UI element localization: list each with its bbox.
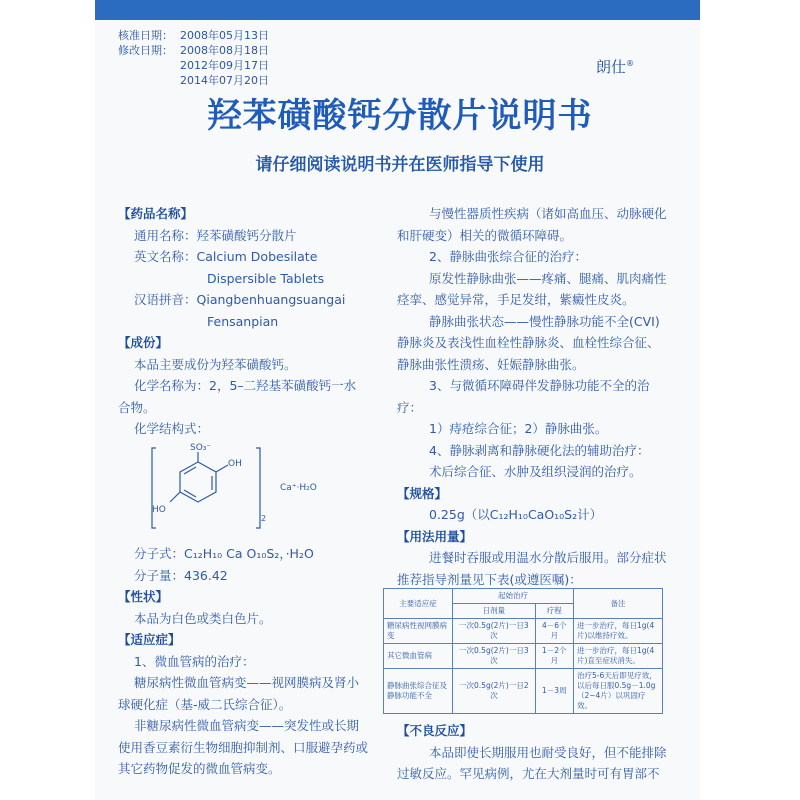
indication-line: 1、微血管病的治疗： <box>134 653 255 669</box>
subscript-2: 2 <box>261 514 267 523</box>
indication-line: 原发性静脉曲张——疼痛、腿痛、肌肉痛性 <box>429 270 667 286</box>
cell-note: 进一步治疗，每日1g(4片)以维持疗效。 <box>574 619 663 644</box>
revision-date-row <box>118 73 269 88</box>
structure-label: 化学结构式： <box>134 421 210 436</box>
date-label: 修改日期： <box>118 44 173 57</box>
generic-name: 通用名称：羟苯磺酸钙分散片 <box>134 227 297 243</box>
ingredients-text: 本品主要成份为羟苯磺酸钙。 <box>134 356 297 372</box>
indication-line: 静脉炎及表浅性血栓性静脉炎、血栓性综合征、 <box>397 335 660 350</box>
cell-indication: 糖尿病性视网膜病变 <box>384 619 453 644</box>
indication-line: 静脉曲张状态——慢性静脉功能不全(CVI) <box>429 313 660 329</box>
section-heading-specification: 【规格】 <box>397 485 448 501</box>
pinyin-label: 汉语拼音： <box>134 292 197 307</box>
right-column-lower <box>397 720 672 785</box>
adverse-text: 过敏反应。罕见病例，尤在大剂量时可有胃部不 <box>397 766 660 781</box>
english-name-row <box>118 246 380 268</box>
molecular-formula: 分子式：C₁₂H₁₀ Ca O₁₀S₂，·H₂O <box>134 546 314 561</box>
cell-course: 1－2个月 <box>535 644 573 669</box>
indication-line: 其它药物促发的微血管病变。 <box>118 761 281 776</box>
indication-line: 静脉曲张性溃疡、妊娠静脉曲张。 <box>397 356 585 372</box>
header-bar <box>95 0 700 20</box>
usage-text: 推荐指导剂量见下表(或遵医嘱)： <box>397 571 582 587</box>
section-heading-drug-name: 【药品名称】 <box>118 206 194 221</box>
cell-indication: 静脉曲张综合征及静脉功能不全 <box>384 669 453 714</box>
indication-line: 1）痔疮综合征；2）静脉曲张。 <box>429 421 608 436</box>
indication-line: 糖尿病性微血管病变——视网膜病及肾小 <box>134 675 360 690</box>
specification-text: 0.25g（以C₁₂H₁₀CaO₁₀S₂计） <box>429 507 603 522</box>
oh-label: OH <box>228 459 242 469</box>
header-initial-treatment: 起始治疗 <box>453 589 574 604</box>
usage-text: 进餐时吞服或用温水分散后服用。部分症状 <box>429 550 667 565</box>
english-name-label: 英文名称： <box>134 249 197 264</box>
pinyin-line: Qiangbenhuangsuangai <box>196 292 346 307</box>
indication-line: 痉挛、感觉异常，手足发绀，紫癜性皮炎。 <box>397 292 635 307</box>
cell-course: 4－6个月 <box>535 619 573 644</box>
pinyin-row <box>118 289 380 311</box>
so3-label: SO₃⁻ <box>190 443 212 453</box>
indication-line: 疗： <box>397 399 423 415</box>
indication-line: 非糖尿病性微血管病变——突发性或长期 <box>134 718 360 733</box>
indication-line: 4、静脉剥离和静脉硬化法的辅助治疗： <box>429 442 650 458</box>
indication-line: 和肝硬变）相关的微循环障碍。 <box>397 227 573 243</box>
cell-note: 进一步治疗，每日1g(4片)直至症状消失。 <box>574 644 663 669</box>
chemical-name: 化学名称为：2，5–二羟基苯磺酸钙一水 <box>134 378 357 393</box>
english-name-line-2: Dispersible Tablets <box>207 270 325 286</box>
bracket-left <box>152 448 156 528</box>
chemical-name-cont: 合物。 <box>118 399 156 415</box>
cell-course: 1－3周 <box>535 669 573 714</box>
cell-dose: 一次0.5g(2片)一日3次 <box>453 644 536 669</box>
brand-name <box>596 56 634 77</box>
registered-mark: ® <box>626 59 635 68</box>
section-heading-indications: 【适应症】 <box>118 632 181 647</box>
indication-line: 术后综合征、水肿及组织浸润的治疗。 <box>429 464 642 479</box>
pinyin-line-2: Fensanpian <box>207 313 279 329</box>
table-header-row <box>384 589 663 604</box>
section-heading-usage: 【用法用量】 <box>397 528 473 544</box>
bracket-right <box>256 448 260 528</box>
cell-note: 治疗5-6天后即见疗效，以后每日服0.5g－1.0g（2~4片）以巩固疗效。 <box>574 669 663 714</box>
section-heading-ingredients: 【成份】 <box>118 335 169 350</box>
left-column <box>118 203 380 440</box>
properties-text: 本品为白色或类白色片。 <box>134 610 272 626</box>
indication-line: 3、与微循环障碍伴发静脉功能不全的治 <box>429 378 650 393</box>
cell-dose: 一次0.5g(2片)一日2次 <box>453 669 536 714</box>
header-daily-dose: 日剂量 <box>453 604 536 619</box>
indication-line: 使用香豆素衍生物细胞抑制剂、口服避孕药或 <box>118 739 369 755</box>
left-column-lower <box>118 543 380 780</box>
right-column <box>397 203 672 590</box>
chemical-structure-diagram <box>150 440 330 535</box>
indication-line: 与慢性器质性疾病（诸如高血压、动脉硬化 <box>429 206 667 221</box>
table-row <box>384 619 663 644</box>
date-value: 2012年09月17日 <box>180 59 269 72</box>
date-value: 2014年07月20日 <box>180 74 269 87</box>
document-subtitle: 请仔细阅读说明书并在医师指导下使用 <box>255 155 545 175</box>
adverse-text: 本品即使长期服用也耐受良好，但不能排除 <box>429 744 667 760</box>
date-value: 2008年05月13日 <box>180 29 269 42</box>
bond-oh <box>216 465 228 472</box>
revision-date-row <box>118 58 269 73</box>
document-title: 羟苯磺酸钙分散片说明书 <box>207 96 593 136</box>
section-heading-adverse-reactions: 【不良反应】 <box>397 723 473 738</box>
ho-label: HO <box>152 505 166 515</box>
revision-date-row <box>118 43 269 58</box>
approval-date-row <box>118 28 269 43</box>
date-block <box>118 28 269 88</box>
indication-line: 2、静脉曲张综合征的治疗： <box>429 249 587 264</box>
molecular-weight: 分子量：436.42 <box>134 567 228 583</box>
bond-ho <box>170 492 180 502</box>
english-name-line: Calcium Dobesilate <box>196 249 318 264</box>
calcium-label: Ca⁺·H₂O <box>280 483 317 493</box>
double-bond <box>184 467 196 474</box>
header-course: 疗程 <box>535 604 573 619</box>
double-bond <box>184 490 196 497</box>
cell-dose: 一次0.5g(2片)一日3次 <box>453 619 536 644</box>
header-indication: 主要适应症 <box>384 589 453 619</box>
section-heading-properties: 【性状】 <box>118 589 169 604</box>
brand-text: 朗仕 <box>596 58 627 76</box>
header-note: 备注 <box>574 589 663 619</box>
table-row <box>384 644 663 669</box>
cell-indication: 其它微血管病 <box>384 644 453 669</box>
table-row <box>384 669 663 714</box>
date-value: 2008年08月18日 <box>180 44 269 57</box>
benzene-ring <box>180 462 216 502</box>
date-label: 核准日期： <box>118 29 173 42</box>
indication-line: 球硬化症（基-威二氏综合征）。 <box>118 696 292 712</box>
dosage-table <box>383 588 663 714</box>
